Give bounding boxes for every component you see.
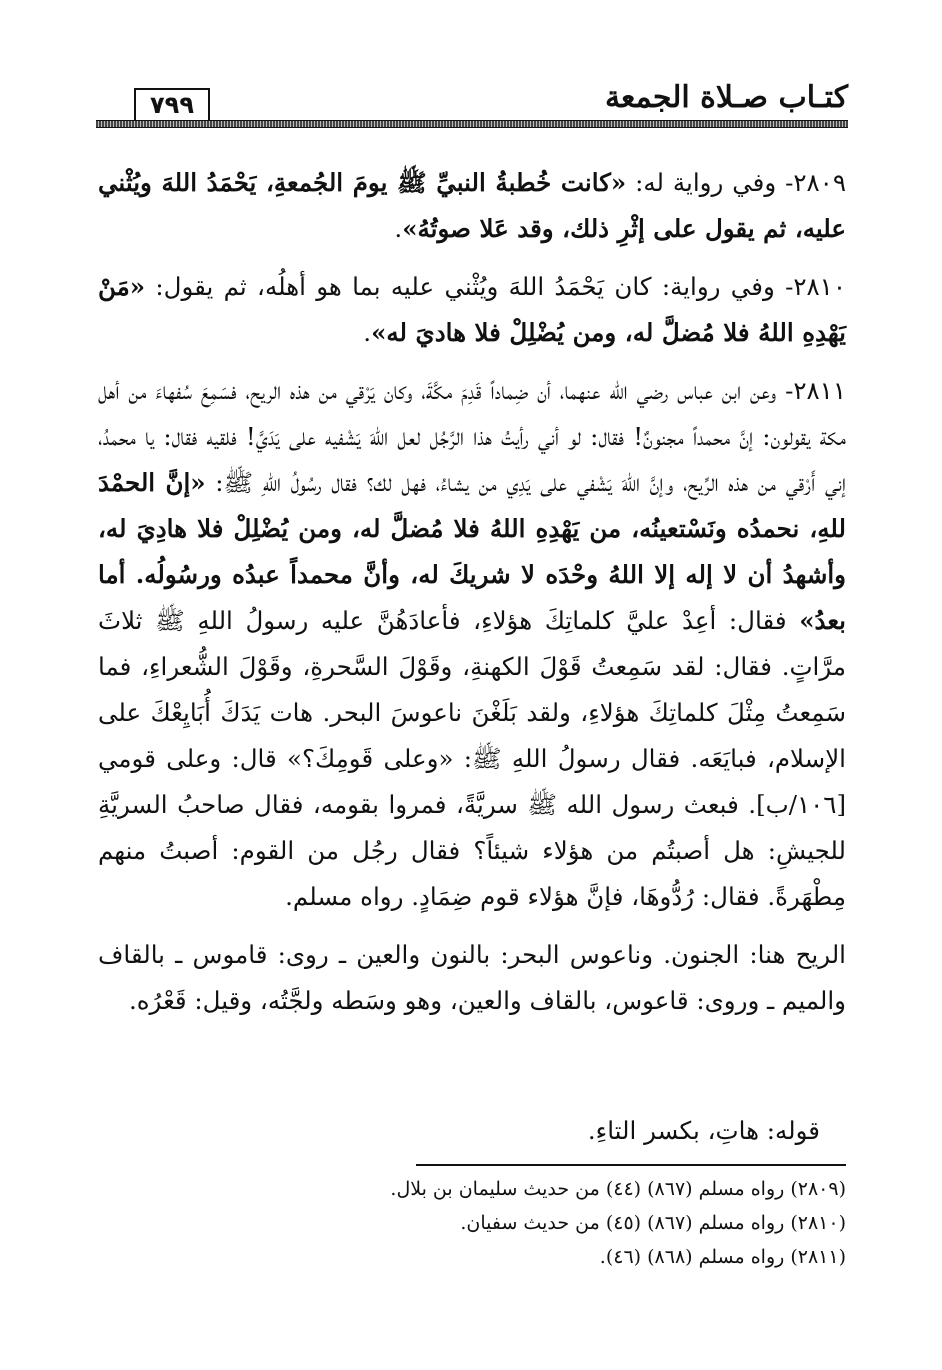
page-header bbox=[96, 74, 848, 130]
page-number: ٧٩٩ bbox=[134, 88, 210, 122]
footnote-2809: (٢٨٠٩) رواه مسلم (٨٦٧) (٤٤) من حديث سليمان بن بلال. bbox=[390, 1178, 846, 1200]
hadith-2810-lead: ٢٨١٠- وفي رواية: كان يَحْمَدُ اللهَ ويُثْني عليه بما هو أهلُه، ثم يقول: bbox=[145, 272, 846, 301]
hadith-2809 bbox=[98, 160, 846, 252]
footnote-2810: (٢٨١٠) رواه مسلم (٨٦٧) (٤٥) من حديث سفيان. bbox=[460, 1212, 846, 1234]
footnotes bbox=[390, 1172, 846, 1274]
main-text bbox=[98, 160, 846, 1038]
hadith-2809-lead: ٢٨٠٩- وفي رواية له: bbox=[626, 168, 846, 197]
gloss-paragraph bbox=[98, 932, 846, 1024]
footnote-rule bbox=[416, 1164, 846, 1166]
gloss-note: قوله: هاتِ، بكسر التاءِ. bbox=[587, 1116, 820, 1145]
hadith-2810-tail: . bbox=[363, 318, 372, 347]
hadith-2809-quote: «كانت خُطبةُ النبيِّ ﷺ يومَ الجُمعةِ، يَحْمَدُ اللهَ ويُثْني عليه، ثم يقول على إثْرِ ذلك، وقد عَلا صوتُهُ» bbox=[98, 168, 846, 243]
hadith-2809-tail: . bbox=[394, 214, 403, 243]
gloss-text: الريح هنا: الجنون. وناعوس البحر: بالنون والعين ـ روى: قاموس ـ بالقاف والميم ـ وروى: قاعوس، بالقاف والعين، وهو وسَطه ولجَّتُه، وقيل: قَعْرُه. bbox=[98, 940, 846, 1015]
footnote-2811: (٢٨١١) رواه مسلم (٨٦٨) (٤٦). bbox=[599, 1246, 846, 1268]
hadith-2811-lead: ٢٨١١- وعن ابن عباس رضي الله عنهما، أن ضِماداً قَدِمَ مكَّةَ، وكان يَرْقي من هذه الريح، فسَمِعَ سُفهاءَ من أهل مكة يقولون: إنَّ محمداً مجنونٌ! فقال: لو أني رأيتُ هذا الرَّجُل لعل اللهَ يَشْفيه على يَدَيَّ! فلقيه فقال: يا محمدُ، إني أَرْقي من هذه الرِّيح، وإنَّ اللهَ يَشْفي على يَدِي من يشاءُ، فهل لك؟ فقال رسُولُ اللهِ ﷺ: bbox=[98, 376, 846, 497]
hadith-2811-quote: «إنَّ الحمْدَ للهِ، نحمدُه ونَسْتعينُه، من يَهْدِهِ اللهُ فلا مُضلَّ له، ومن يُضْلِلْ فلا هادِيَ له، وأشهدُ أن لا إله إلا اللهُ وحْدَه لا شريكَ له، وأنَّ محمداً عبدُه ورسُولُه. أما بعدُ» bbox=[98, 468, 846, 635]
book-title: كتـاب صـلاة الجمعة bbox=[604, 80, 848, 115]
hadith-2810-quote: «مَنْ يَهْدِهِ اللهُ فلا مُضلَّ له، ومن يُضْلِلْ فلا هاديَ له» bbox=[98, 272, 846, 347]
header-rule bbox=[96, 120, 848, 128]
hadith-2810 bbox=[98, 264, 846, 356]
hadith-2811 bbox=[98, 368, 846, 920]
hadith-2811-tail: فقال: أعِدْ عليَّ كلماتِكَ هؤلاءِ، فأعادَهُنَّ عليه رسولُ اللهِ ﷺ ثلاثَ مرَّاتٍ. فقال: لقد سَمِعتُ قَوْلَ الكهنةِ، وقَوْلَ السَّحرةِ، وقَوْلَ الشُّعراءِ، فما سَمِعتُ مِثْلَ كلماتِكَ هؤلاءِ، ولقد بَلَغْنَ ناعوسَ البحر. هات يَدَكَ أُبَايِعْكَ على الإسلام، فبايَعَه. فقال رسولُ اللهِ ﷺ: «وعلى قَومِكَ؟» قال: وعلى قومي [١٠٦/ب]. فبعث رسول الله ﷺ سريَّةً، فمروا بقومه، فقال صاحبُ السريَّةِ للجيشِ: هل أصبتُم من هؤلاء شيئاً؟ فقال رجُل من القوم: أصبتُ منهم مِطْهَرةً. فقال: رُدُّوهَا، فإنَّ هؤلاء قوم ضِمَادٍ. رواه مسلم. bbox=[98, 606, 846, 911]
